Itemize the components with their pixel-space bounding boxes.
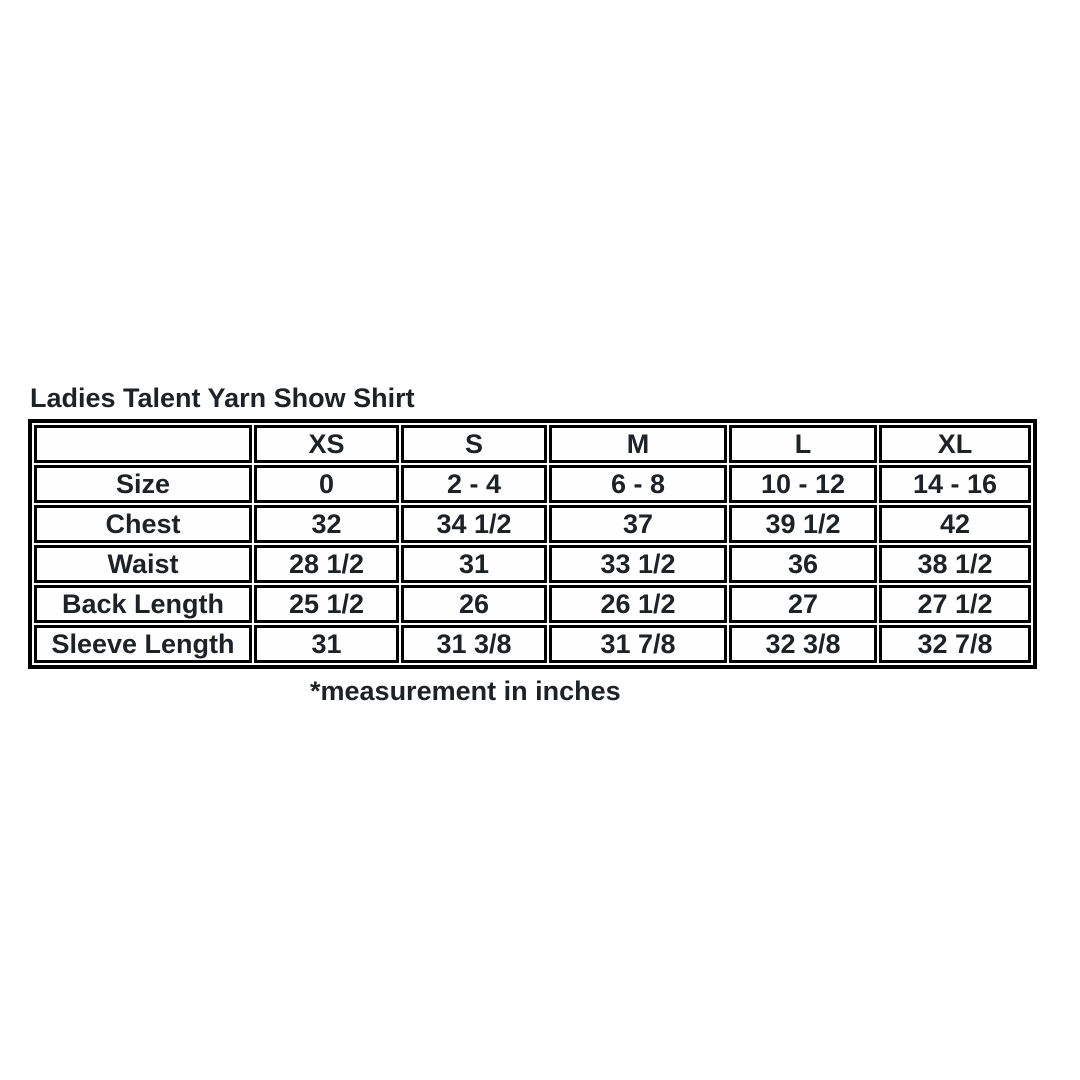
cell-waist-l: 36 xyxy=(729,545,877,583)
column-header-l: L xyxy=(729,425,877,463)
cell-chest-xs: 32 xyxy=(254,505,399,543)
cell-size-xs: 0 xyxy=(254,465,399,503)
row-label-back-length: Back Length xyxy=(34,585,252,623)
column-header-s: S xyxy=(401,425,547,463)
row-label-waist: Waist xyxy=(34,545,252,583)
cell-sleeve-length-m: 31 7/8 xyxy=(549,625,727,663)
cell-sleeve-length-xs: 31 xyxy=(254,625,399,663)
cell-waist-m: 33 1/2 xyxy=(549,545,727,583)
table-row-back-length xyxy=(34,585,1031,623)
table-row-waist xyxy=(34,545,1031,583)
cell-size-l: 10 - 12 xyxy=(729,465,877,503)
cell-chest-l: 39 1/2 xyxy=(729,505,877,543)
row-label-chest: Chest xyxy=(34,505,252,543)
cell-chest-s: 34 1/2 xyxy=(401,505,547,543)
table-row-sleeve-length xyxy=(34,625,1031,663)
measurement-footnote: *measurement in inches xyxy=(310,676,621,706)
cell-waist-xl: 38 1/2 xyxy=(879,545,1031,583)
cell-back-length-m: 26 1/2 xyxy=(549,585,727,623)
cell-sleeve-length-xl: 32 7/8 xyxy=(879,625,1031,663)
column-header-xl: XL xyxy=(879,425,1031,463)
corner-cell xyxy=(34,425,252,463)
cell-waist-xs: 28 1/2 xyxy=(254,545,399,583)
header-row xyxy=(34,425,1031,463)
table-row-size xyxy=(34,465,1031,503)
row-label-sleeve-length: Sleeve Length xyxy=(34,625,252,663)
cell-back-length-l: 27 xyxy=(729,585,877,623)
cell-back-length-xs: 25 1/2 xyxy=(254,585,399,623)
size-chart-table xyxy=(28,419,1037,669)
cell-waist-s: 31 xyxy=(401,545,547,583)
page-title: Ladies Talent Yarn Show Shirt xyxy=(30,383,415,413)
cell-size-xl: 14 - 16 xyxy=(879,465,1031,503)
cell-back-length-s: 26 xyxy=(401,585,547,623)
cell-chest-m: 37 xyxy=(549,505,727,543)
row-label-size: Size xyxy=(34,465,252,503)
table-row-chest xyxy=(34,505,1031,543)
cell-size-s: 2 - 4 xyxy=(401,465,547,503)
cell-chest-xl: 42 xyxy=(879,505,1031,543)
column-header-m: M xyxy=(549,425,727,463)
cell-back-length-xl: 27 1/2 xyxy=(879,585,1031,623)
cell-sleeve-length-s: 31 3/8 xyxy=(401,625,547,663)
cell-sleeve-length-l: 32 3/8 xyxy=(729,625,877,663)
column-header-xs: XS xyxy=(254,425,399,463)
cell-size-m: 6 - 8 xyxy=(549,465,727,503)
